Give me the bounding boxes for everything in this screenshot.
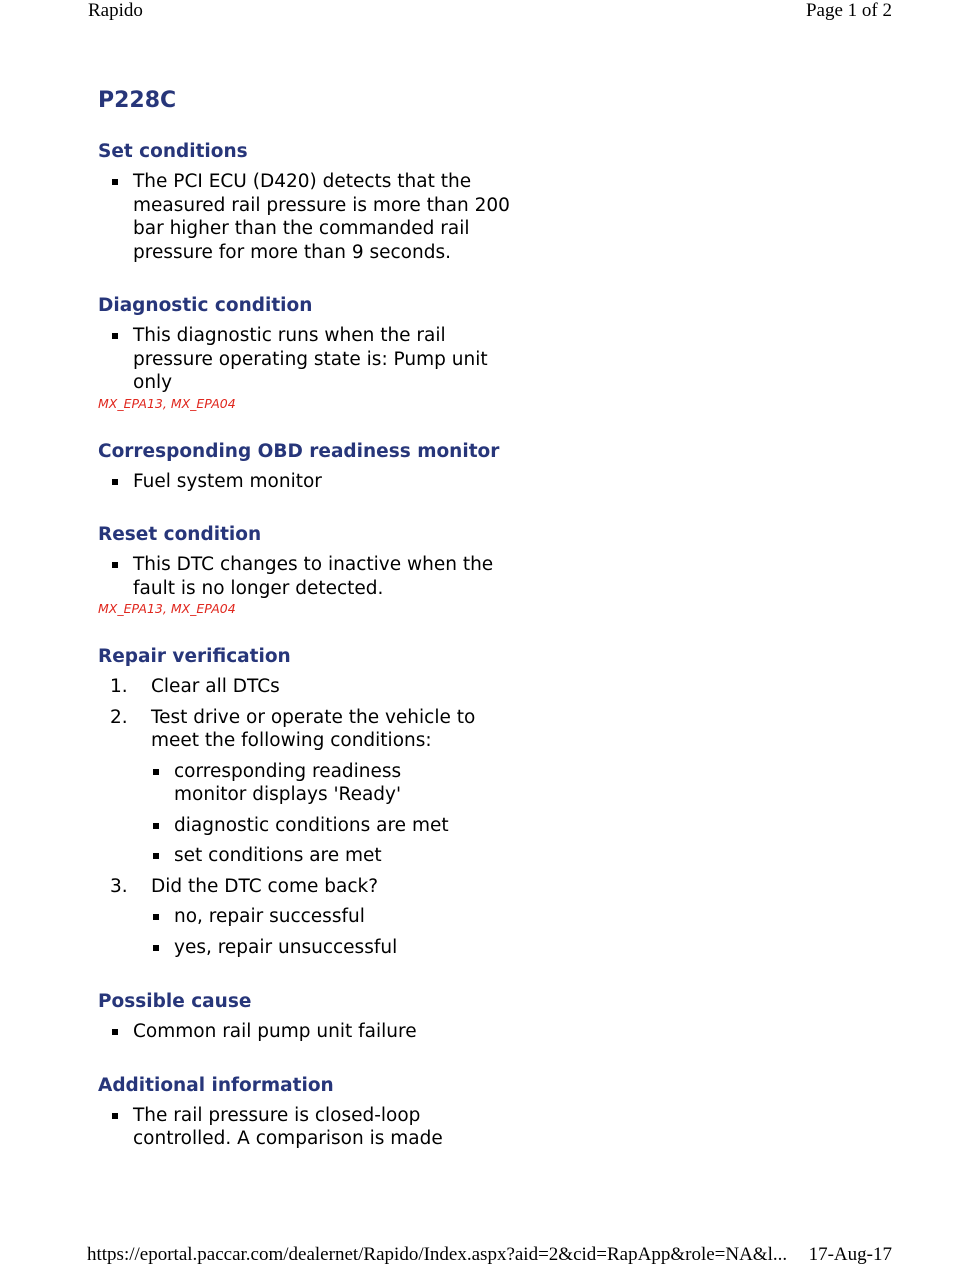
set-conditions-list	[98, 170, 538, 264]
section-heading-additional-information: Additional information	[98, 1074, 334, 1096]
repair-steps-list	[98, 675, 538, 959]
section-heading-possible-cause: Possible cause	[98, 991, 252, 1012]
obd-monitor-list	[98, 470, 538, 494]
applicability-note: MX_EPA13, MX_EPA04	[98, 601, 236, 616]
step-text: Test drive or operate the vehicle to meet the following conditions:	[151, 706, 476, 751]
list-item: The rail pressure is closed-loop controlled. A comparison is made	[98, 1104, 513, 1151]
list-item: This diagnostic runs when the rail pressure operating state is: Pump unit only	[98, 324, 513, 395]
step-sub-list	[151, 760, 538, 868]
repair-verification-section	[98, 645, 538, 959]
step-number: 3.	[110, 875, 128, 897]
sub-list-item: diagnostic conditions are met	[151, 814, 474, 838]
applicability-note: MX_EPA13, MX_EPA04	[98, 395, 236, 411]
section-heading-repair-verification: Repair verification	[98, 646, 291, 667]
list-item: The PCI ECU (D420) detects that the measured rail pressure is more than 200 bar higher than the commanded rail pressure for more than 9 seconds.	[98, 170, 513, 264]
dtc-code-title: P228C	[98, 88, 177, 113]
header-app-name: Rapido	[88, 0, 143, 21]
footer-url: https://eportal.paccar.com/dealernet/Rapido/Index.aspx?aid=2&cid=RapApp&role=NA&l...	[87, 1244, 788, 1265]
sub-list-item: set conditions are met	[151, 844, 474, 868]
sub-list-item: corresponding readiness monitor displays 'Ready'	[151, 760, 474, 807]
sub-list-item: yes, repair unsuccessful	[151, 936, 474, 960]
possible-cause-list	[98, 1020, 538, 1044]
header-page-number: Page 1 of 2	[805, 0, 892, 21]
step-text: Clear all DTCs	[151, 676, 280, 697]
section-heading-obd-monitor: Corresponding OBD readiness monitor	[98, 440, 500, 462]
obd-monitor-section	[98, 440, 538, 494]
list-item: Common rail pump unit failure	[98, 1020, 513, 1044]
list-item: Fuel system monitor	[98, 470, 513, 494]
possible-cause-section	[98, 990, 538, 1044]
footer-date: 17-Aug-17	[808, 1244, 892, 1265]
repair-step	[98, 706, 538, 868]
document-content	[98, 86, 538, 1151]
set-conditions-section	[98, 140, 538, 264]
step-sub-list	[151, 905, 538, 959]
diagnostic-condition-list	[98, 324, 538, 395]
list-item: This DTC changes to inactive when the fault is no longer detected.	[98, 553, 513, 600]
sub-list-item: no, repair successful	[151, 905, 474, 929]
reset-condition-list	[98, 553, 538, 600]
section-heading-reset-condition: Reset condition	[98, 524, 262, 545]
step-number: 1.	[110, 676, 128, 697]
repair-step	[98, 875, 538, 960]
additional-information-list	[98, 1104, 538, 1151]
step-number: 2.	[110, 706, 128, 728]
print-footer	[0, 1244, 979, 1268]
reset-condition-section	[98, 523, 538, 618]
section-heading-diagnostic-condition: Diagnostic condition	[98, 295, 313, 316]
step-text: Did the DTC come back?	[151, 875, 379, 897]
print-header	[0, 0, 979, 24]
diagnostic-condition-section	[98, 294, 538, 413]
repair-step	[98, 675, 538, 699]
section-heading-set-conditions: Set conditions	[98, 141, 248, 162]
additional-information-section	[98, 1074, 538, 1151]
